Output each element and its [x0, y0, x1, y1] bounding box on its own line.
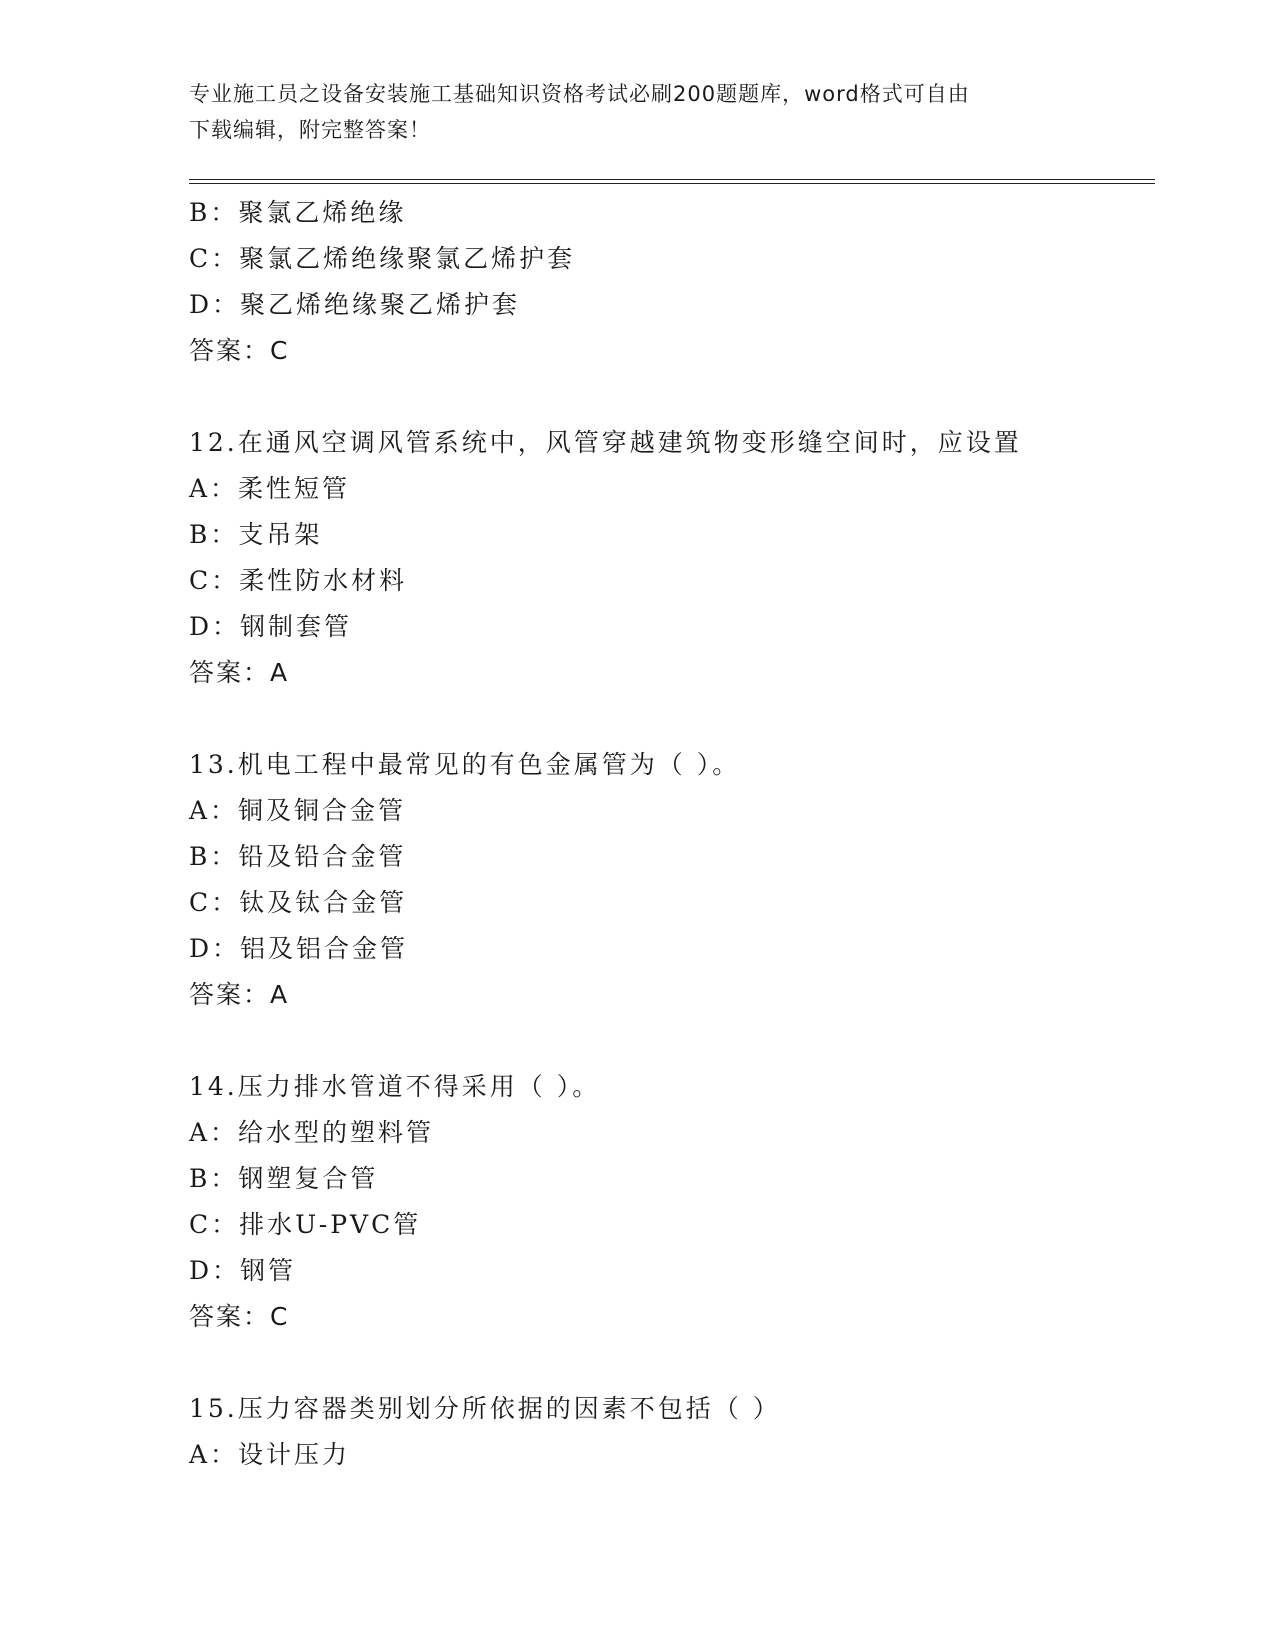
option-c: C：排水U-PVC管: [189, 1210, 422, 1239]
answer: 答案：A: [189, 658, 290, 687]
option-d: D：钢管: [189, 1256, 297, 1285]
option-d: D：聚乙烯绝缘聚乙烯护套: [189, 290, 521, 319]
question-stem: 12.在通风空调风管系统中，风管穿越建筑物变形缝空间时，应设置: [189, 428, 1022, 457]
option-c: C：柔性防水材料: [189, 566, 408, 595]
question-13: [189, 742, 1149, 1018]
question-stem: 14.压力排水管道不得采用（ ）。: [189, 1072, 601, 1101]
question-15: [189, 1386, 1149, 1478]
header-divider-bottom: [189, 183, 1155, 184]
answer: 答案：C: [189, 1302, 290, 1331]
question-stem: 15.压力容器类别划分所依据的因素不包括（ ）: [189, 1394, 781, 1423]
option-d: D：铝及铝合金管: [189, 934, 409, 963]
option-c: C：聚氯乙烯绝缘聚氯乙烯护套: [189, 244, 576, 273]
question-14: [189, 1064, 1149, 1340]
option-b: B：钢塑复合管: [189, 1164, 379, 1193]
header-divider-top: [189, 179, 1155, 180]
document-header: [189, 76, 1089, 148]
option-b: B：铅及铅合金管: [189, 842, 407, 871]
option-b: B：支吊架: [189, 520, 323, 549]
option-c: C：钛及钛合金管: [189, 888, 408, 917]
header-line-1: 专业施工员之设备安装施工基础知识资格考试必刷200题题库，word格式可自由: [189, 82, 970, 106]
option-b: B：聚氯乙烯绝缘: [189, 198, 407, 227]
question-stem: 13.机电工程中最常见的有色金属管为（ ）。: [189, 750, 741, 779]
option-a: A：铜及铜合金管: [189, 796, 407, 825]
option-a: A：设计压力: [189, 1440, 351, 1469]
option-d: D：钢制套管: [189, 612, 353, 641]
answer: 答案：A: [189, 980, 290, 1009]
option-a: A：柔性短管: [189, 474, 351, 503]
question-11: [189, 190, 1149, 374]
answer: 答案：C: [189, 336, 290, 365]
option-a: A：给水型的塑料管: [189, 1118, 435, 1147]
header-line-2: 下载编辑，附完整答案！: [189, 118, 431, 142]
question-list: [189, 190, 1149, 1478]
question-12: [189, 420, 1149, 696]
